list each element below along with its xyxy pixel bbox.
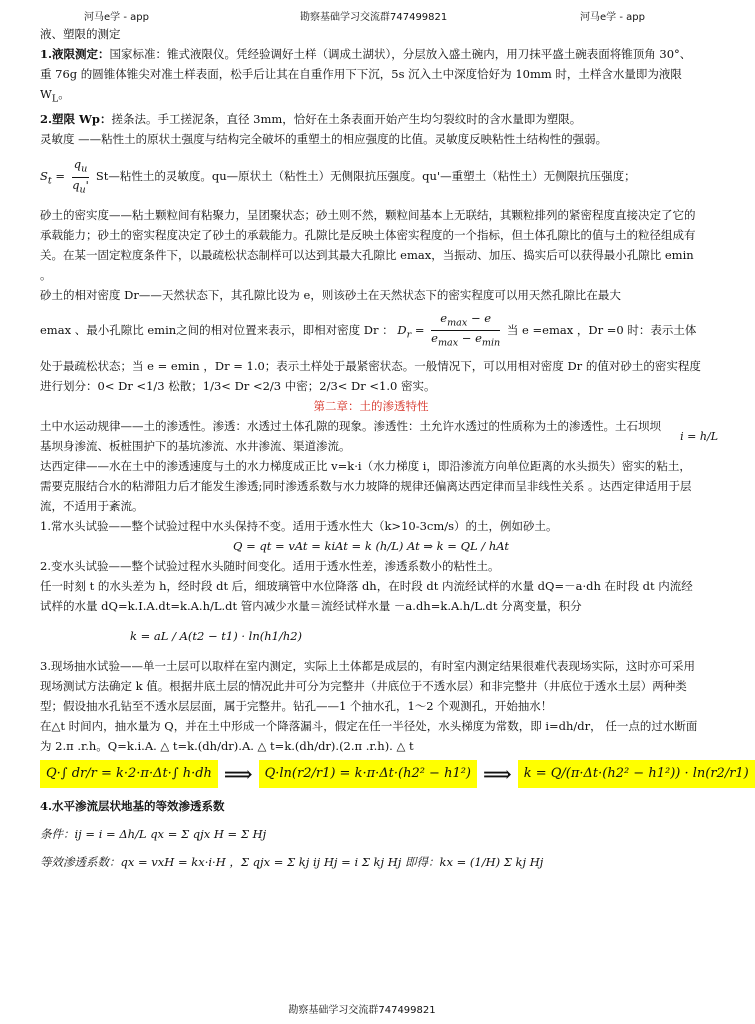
text: 当 e =emax ，Dr =0 时：表示土体 <box>506 322 697 337</box>
equation-conditions: 条件：ij = i = Δh/L qx = Σ qjx H = Σ Hj <box>40 827 267 842</box>
page-header <box>0 4 724 26</box>
dr-fraction: $\frac{e_{max} - e}{e_{max} - e_{min}}$ <box>431 310 501 349</box>
subscript: L <box>51 93 59 105</box>
sensitivity-formula: $S_t$ = $\frac{q_u}{q_u'}$ St—粘性土的灵敏度。qu—原状土（粘性土）无侧限抗压强度。qu'—重塑土（粘性土）无侧限抗压强度； <box>40 157 636 195</box>
page-footer: 勘察基础学习交流群747499821 <box>288 1005 436 1016</box>
fraction: $\frac{q_u}{q_u'}$ <box>72 157 89 195</box>
formula-definition: St—粘性土的灵敏度。qu—原状土（粘性土）无侧限抗压强度。qu'—重塑土（粘性土）无侧限抗压强度； <box>95 169 636 184</box>
text-end: 。 <box>58 87 70 101</box>
paragraph-pumping-test: 3.现场抽水试验——单一土层可以取样在室内测定，实际上土体都是成层的，有时室内测定结果很难代表现场实际，这时亦可采用现场测试方法确定 k 值。根据井底土层的情况此井可分为完整井（井底位于不透水层）和非完整井（井底位于透水土层）两种类型；假设抽水孔钻至不透水层层面，属于完整井。钻孔——1 个抽水孔，1～2 个观测孔，开始抽水！ <box>40 659 695 714</box>
text: 搓条法。手工搓泥条，直径 3mm，恰好在土条表面开始产生均匀裂纹时的含水量即为塑限。 <box>111 112 582 127</box>
label: 2.塑限 Wp： <box>40 112 112 127</box>
paragraph-sand-density: 砂土的密实度——粘土颗粒间有粘聚力，呈团聚状态；砂土则不然，颗粒间基本上无联结，其颗粒排列的紧密程度直接决定了它的承载能力；砂土的密实程度决定了砂土的承载能力。孔隙比是反映土体密实程度的一个指标，但土体孔隙比的值与土的粒径组成有关。在某一固定粒度条件下，以最疏松状态制样可以达到其最大孔隙比 emax，当振动、加压、捣实后可以获得最小孔隙比 emin 。 <box>40 207 696 282</box>
header-right-text: 河马e学 - app <box>580 12 645 23</box>
arrow-icon: ⟹ <box>483 762 512 787</box>
paragraph-plastic-limit <box>40 109 702 129</box>
paragraph-relative-density: 砂土的相对密度 Dr——天然状态下，其孔隙比设为 e，则该砂土在天然状态下的密实程度可以用天然孔隙比在最大 <box>40 287 621 302</box>
equation-falling-head: k = aL / A(t2 − t1) · ln(h1/h2) <box>130 629 303 644</box>
text: emax 、最小孔隙比 emin之间的相对位置来表示，即相对密度 Dr ： <box>40 322 394 337</box>
paragraph-density-classes: 处于最疏松状态；当 e = emin ，Dr = 1.0；表示土样处于最紧密状态。一般情况下，可以用相对密度 Dr 的值对砂土的密实程度进行划分：0< Dr <1/3 松散；1/3< Dr <2/3 中密；2/3< Dr <1.0 密实。 <box>40 359 701 394</box>
arrow-icon: ⟹ <box>223 762 253 787</box>
header-left-text: 河马e学 - app <box>84 12 149 23</box>
equation-constant-head: Q = qt = vAt = kiAt = k (h/L) At ⇒ k = QL / hAt <box>233 539 509 554</box>
paragraph-falling-head-derivation: 任一时刻 t 的水头差为 h，经时段 dt 后，细玻璃管中水位降落 dh，在时段 dt 内流经试样的水量 dQ=－a·dh 在时段 dt 内流经试样的水量 dQ=k.I.A.dt=k.A.h/L.dt 管内减少水量＝流经试样水量 －a.dh=k.A.h/L.dt 分离变量，积分 <box>40 579 693 614</box>
chapter-title: 第二章：土的渗透特性 <box>313 399 429 414</box>
paragraph-darcy: 达西定律——水在土中的渗透速度与土的水力梯度成正比 v=k·i（水力梯度 i，即沿渗流方向单位距离的水头损失）密实的粘土，需要克服结合水的粘滞阻力后才能发生渗透;同时渗透系数与水力坡降的规律还偏离达西定律而呈非线性关系 。达西定律适用于层流，不适用于紊流。 <box>40 459 692 514</box>
label: 1.液限测定： <box>40 47 110 61</box>
paragraph-sensitivity: 灵敏度 ——粘性土的原状土强度与结构完全破坏的重塑土的相应强度的比值。灵敏度反映粘性土结构性的强弱。 <box>40 132 608 147</box>
equation-equivalent-k: 等效渗透系数：qx = vxH = kx·i·H ，Σ qjx = Σ kj ij Hj = i Σ kj Hj 即得：kx = (1/H) Σ kj Hj <box>40 855 544 870</box>
side-equation: i = h/L <box>680 430 718 443</box>
paragraph-dr-formula: emax 、最小孔隙比 emin之间的相对位置来表示，即相对密度 Dr ： $D_r$ = $\frac{e_{max} - e}{e_{max} - e_{min}}$ 当 e =emax ，Dr =0 时：表示土体 <box>40 310 697 349</box>
document-body <box>40 24 749 880</box>
paragraph-seepage: 土中水运动规律——土的渗透性。渗透：水透过土体孔隙的现象。渗透性：土允许水透过的性质称为土的渗透性。土石坝坝基坝身渗流、板桩围护下的基坑渗流、水井渗流、渠道渗流。 <box>40 419 661 454</box>
section-heading: 液、塑限的测定 <box>40 27 121 41</box>
header-center-text: 勘察基础学习交流群747499821 <box>300 12 448 23</box>
equation-box-2: Q·ln(r2/r1) = k·π·Δt·(h2² − h1²) <box>259 760 477 788</box>
paragraph-liquid-limit <box>40 44 702 109</box>
paragraph-pumping-derivation: 在△t 时间内，抽水量为 Q，并在土中形成一个降落漏斗，假定在任一半径处，水头梯度为常数，即 i=dh/dr， 任一点的过水断面为 2.π .r.h。Q=k.i.A. △ t=k.(dh/dr).A. △ t=k.(dh/dr).(2.π .r.h). △ t <box>40 719 698 754</box>
paragraph-constant-head: 1.常水头试验——整个试验过程中水头保持不变。适用于透水性大（k>10-3cm/s）的土，例如砂土。 <box>40 519 558 534</box>
equation-box-1: Q·∫ dr/r = k·2·π·Δt·∫ h·dh <box>40 760 218 788</box>
text: 国家标准：锥式液限仪。凭经验调好土样（调成土湖状），分层放入盛土碗内，用刀抹平盛土碗表面将锥顶角 30°、重 76g 的圆锥体锥尖对准土样表面，松手后让其在自重作用下下沉，5s 沉入土中深度恰好为 10mm 时，土样含水量即为液限 W <box>40 47 692 101</box>
paragraph-falling-head: 2.变水头试验——整个试验过程水头随时间变化。适用于透水性差，渗透系数小的粘性土。 <box>40 559 500 574</box>
equation-box-3: k = Q/(π·Δt·(h2² − h1²)) · ln(r2/r1) <box>518 760 755 788</box>
pumping-equation-row <box>40 760 749 788</box>
paragraph-layered-heading: 4.水平渗流层状地基的等效渗透系数 <box>40 799 225 814</box>
